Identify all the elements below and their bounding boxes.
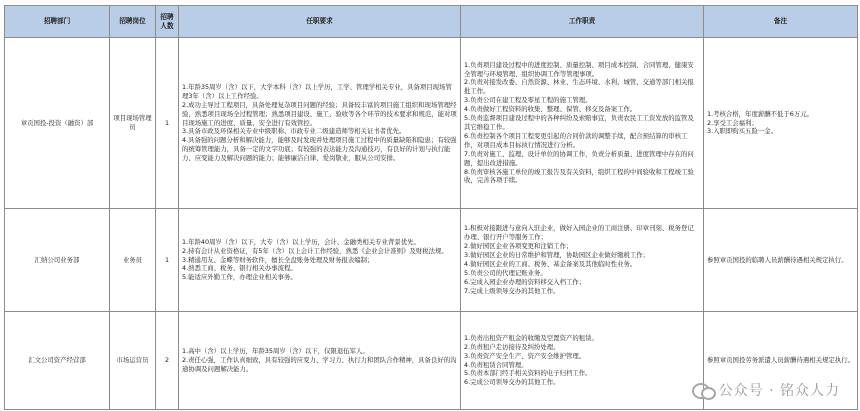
count-cell: 2 [156,312,179,410]
note-item: 参照章贡国投的临聘人员薪酬待遇相关规定执行。 [707,255,848,264]
recruitment-table [4,5,858,410]
duty-item: 5.负责公司的代理记账业务。 [464,268,547,277]
duty-item: 1.负责项目建设过程中的进度控制、质量控制、项目成本控制、合同管理、健康安全管理与环境管理、组织协调工作等管理事项。 [464,60,694,78]
requirement-item: 1.年龄35周岁（含）以下，大学本科（含）以上学历，工学、管理学相关专业，具备项目现场管理3年（含）以上工作经验。 [182,82,452,100]
wechat-icon [692,382,714,398]
header-dept: 招聘部门 [5,6,110,38]
requirement-item: 2.责任心强，工作认真细致，具有较强的应变力、学习力、执行力和团队合作精神，具备良好的沟通协调及问题解决能力。 [182,356,457,373]
header-position: 招聘岗位 [110,6,156,38]
duty-item: 4.负责租赁合同管理。 [464,360,528,369]
note-item: 2.享受工会福利； [707,118,758,127]
requirement-item: 3.精通用友、金蝶等财务软件，擅长全盘账务处理及财务报表编制； [182,255,374,264]
duty-item: 8.负责审核各施工单位的竣工报告及有关资料，组织工程的中间验收和工程竣工验收，完善各项手续。 [464,167,694,185]
count-cell: 1 [156,38,179,209]
duty-item: 7.负责对施工、监理、设计单位的协调工作，负责分析质量、进度管理中存在的问题，提出改进措施。 [464,149,694,167]
watermark-text: 公众号 · 铭众人力 [718,383,840,399]
position-cell: 市场运营员 [110,312,156,410]
header-requirements: 任职要求 [179,6,461,38]
duty-item: 2.负责租户走访接待及纠纷处理。 [464,342,560,351]
header-count [156,6,179,38]
header-count-line1: 招聘 [160,13,174,22]
duty-item: 3.负责公司在建工程及零星工程的施工管理。 [464,96,592,105]
duty-item: 4.负责做好工程资料的收集、整理、保管、移交及备案工作。 [464,105,637,114]
header-duties: 工作职责 [461,6,704,38]
duty-item: 6.完成公司领导交办的其他工作。 [464,378,560,387]
dept-cell: 汇纳公司业务部 [5,209,110,312]
note-item: 参照章贡国投劳务派遣人员薪酬待遇相关规定执行。 [707,356,854,365]
notes-cell [704,209,858,312]
duty-item: 1.积极对接跟进与意向入驻企业，做好入园企业的工商注册、印章刊刻、税务登记办理、银行开户等服务工作； [464,224,694,242]
duty-item: 2.做好园区企业各项变更和注销工作； [464,242,573,251]
notes-cell [704,38,858,209]
dept-cell: 章贡国投-投资（融资）部 [5,38,110,209]
duty-item: 6.完成入园企业办理的资料移交入档工作； [464,277,586,286]
position-cell: 项目现场管理员 [110,38,156,209]
requirement-item: 1.年龄40周岁（含）以下，大专（含）以上学历，会计、金融类相关专业背景优先。 [182,237,420,246]
duty-item: 5.负责监督项目建设过程中的各种纠纷及索赔事宜，负责农民工工资发放的监管及其它维稳工作。 [464,114,694,131]
duty-item: 6.负责控制各个项目工程变更引起的合同价款的调整手续，配合预结算的审核工作，对项目成本目标执行情况进行分析。 [464,131,688,149]
duty-item: 1.负责出租资产租金的收缴及空置资产的租赁。 [464,333,598,342]
requirement-item: 3.具备市政及环保相关专业中级职称、市政专业二级建造师等相关证书者优先。 [182,127,406,136]
watermark [692,380,840,400]
requirements-cell [179,312,461,410]
duty-item: 3.负责资产安全生产、资产安全维护管理。 [464,351,586,360]
requirements-cell [179,209,461,312]
requirement-item: 4.熟悉工商、税务、银行相关办事流程。 [182,264,297,273]
note-item: 1.考核合格，年度薪酬不低于6万元。 [707,109,814,118]
header-count-line2: 人数 [160,21,174,30]
duty-item: 3.做好园区企业的日常维护和管理，协助园区企业做好缴税工作； [464,251,650,260]
duty-item: 5.负责本部门经手相关资料的电子归档工作。 [464,369,592,378]
requirements-cell [179,38,461,209]
count-cell: 1 [156,209,179,312]
dept-cell: 汇文公司资产经营部 [5,312,110,410]
header-notes: 备注 [704,6,858,38]
duty-item: 4.做好园区企业的工商、税务、基金备案及其他临时性业务。 [464,260,637,268]
duties-cell [461,38,704,209]
position-cell: 业务员 [110,209,156,312]
requirement-item: 2.成功主导过工程项目，具备处理复杂项目问题的经验；具备较丰富的项目施工组织和现场管理经验，熟悉项目现场全过程管理；熟悉项目建设、施工、验收等各个环节的技术要求和规范，能对项目现场施工的进度、质量、安全进行有效管控。 [182,100,457,127]
table-row [5,209,858,312]
note-item: 3.入职即购买五险一金。 [707,127,778,136]
requirement-item: 1.高中（含）以上学历，年龄35周岁（含）以下，仅限退伍军人。 [182,347,369,356]
duties-cell [461,209,704,312]
requirement-item: 5.能适应外勤工作，办理企业相关事务。 [182,273,297,282]
header-row [5,6,858,38]
requirement-item: 2.持有会计从业资格证，有5年（含）以上会计工作经验，熟悉《企业会计准则》及财税法规。 [182,246,448,255]
duties-cell [461,312,704,410]
table-row [5,38,858,209]
duty-item: 7.完成上级领导交办的其他工作。 [464,286,560,295]
duty-item: 2.负责对接发改委、自然资源、林业、生态环境、水利、城管、交通等部门相关报批工作。 [464,78,694,96]
requirement-item: 4.具备强的问题分析和解决能力，能够及时发现并处理项目施工过程中的质量缺陷和隐患；有较强的统筹管理能力，具备一定的文字功底；有较强的表达能力及沟通技巧，有良好的计划与执行能力、应变能力及解决问题的能力；能够廉洁自律、爱岗敬业，服从公司安排。 [182,136,457,163]
